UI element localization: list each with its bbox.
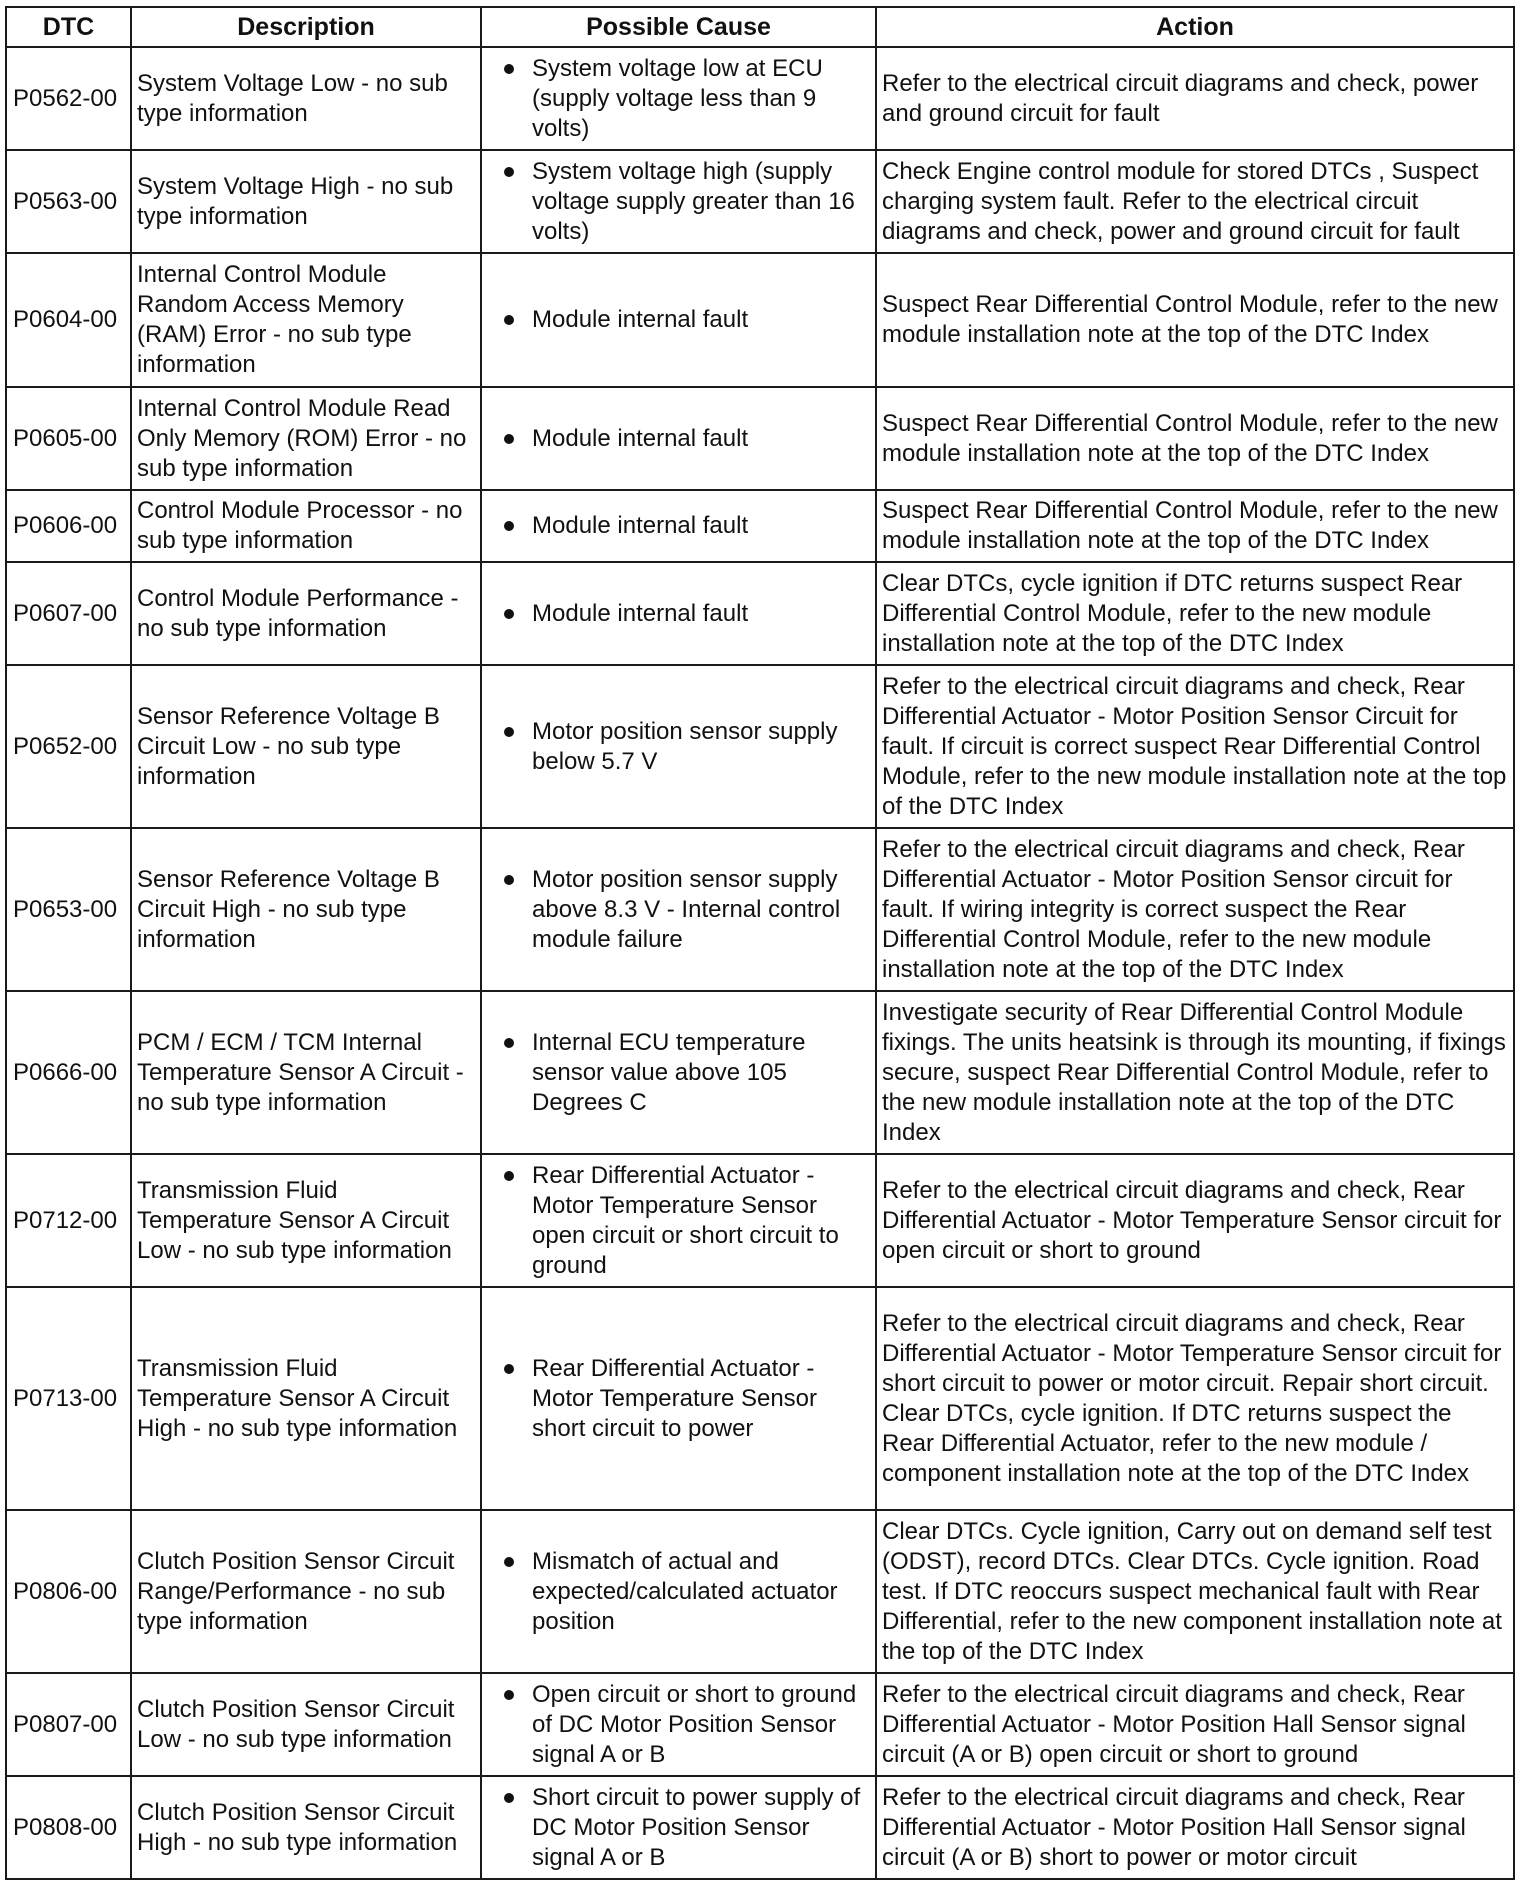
dtc-code: P0713-00 xyxy=(6,1287,131,1510)
bullet-icon xyxy=(504,609,514,619)
possible-cause-cell xyxy=(481,1287,876,1510)
dtc-code: P0563-00 xyxy=(6,150,131,253)
action-text: Refer to the electrical circuit diagrams and check, power and ground circuit for fault xyxy=(876,47,1514,150)
possible-cause-cell xyxy=(481,991,876,1154)
header-dtc: DTC xyxy=(6,7,131,47)
dtc-description: Sensor Reference Voltage B Circuit High - no sub type information xyxy=(131,828,481,991)
dtc-description: System Voltage Low - no sub type information xyxy=(131,47,481,150)
possible-cause-cell xyxy=(481,828,876,991)
possible-cause-cell xyxy=(481,47,876,150)
dtc-code: P0607-00 xyxy=(6,562,131,665)
table-row xyxy=(6,1673,1514,1776)
table-row xyxy=(6,1154,1514,1287)
possible-cause-cell xyxy=(481,1154,876,1287)
action-text: Clear DTCs, cycle ignition if DTC returns suspect Rear Differential Control Module, refer to the new module installation note at the top of the DTC Index xyxy=(876,562,1514,665)
table-row xyxy=(6,150,1514,253)
cause-bullet-item xyxy=(487,511,870,541)
cause-bullet-item xyxy=(487,1028,870,1118)
possible-cause-cell xyxy=(481,253,876,387)
dtc-description: Transmission Fluid Temperature Sensor A Circuit Low - no sub type information xyxy=(131,1154,481,1287)
action-text: Refer to the electrical circuit diagrams and check, Rear Differential Actuator - Motor Position Sensor Circuit for fault. If circuit is correct suspect Rear Differential Control Module, refer to the new module installation note at the top of the DTC Index xyxy=(876,665,1514,828)
cause-bullet-item xyxy=(487,865,870,955)
cause-bullet-item xyxy=(487,717,870,777)
possible-cause-cell xyxy=(481,562,876,665)
action-text: Refer to the electrical circuit diagrams and check, Rear Differential Actuator - Motor Position Hall Sensor signal circuit (A or B) short to power or motor circuit xyxy=(876,1776,1514,1879)
bullet-icon xyxy=(504,434,514,444)
dtc-code: P0605-00 xyxy=(6,387,131,490)
dtc-description: Clutch Position Sensor Circuit Range/Performance - no sub type information xyxy=(131,1510,481,1673)
possible-cause-text: Module internal fault xyxy=(532,512,749,539)
possible-cause-text: Module internal fault xyxy=(532,306,749,333)
dtc-description: Clutch Position Sensor Circuit High - no sub type information xyxy=(131,1776,481,1879)
dtc-table xyxy=(5,6,1515,1880)
possible-cause-text: Rear Differential Actuator - Motor Temperature Sensor open circuit or short circuit to ground xyxy=(532,1161,839,1279)
header-row xyxy=(6,7,1514,47)
action-text: Check Engine control module for stored DTCs , Suspect charging system fault. Refer to the electrical circuit diagrams and check, power and ground circuit for fault xyxy=(876,150,1514,253)
possible-cause-cell xyxy=(481,1776,876,1879)
bullet-icon xyxy=(504,167,514,177)
table-row xyxy=(6,1776,1514,1879)
possible-cause-text: Short circuit to power supply of DC Motor Position Sensor signal A or B xyxy=(532,1783,861,1871)
dtc-description: Clutch Position Sensor Circuit Low - no sub type information xyxy=(131,1673,481,1776)
dtc-description: Internal Control Module Random Access Memory (RAM) Error - no sub type information xyxy=(131,253,481,387)
table-row xyxy=(6,253,1514,387)
possible-cause-text: Module internal fault xyxy=(532,599,749,627)
dtc-description: Sensor Reference Voltage B Circuit Low - no sub type information xyxy=(131,665,481,828)
bullet-icon xyxy=(504,727,514,737)
table-row xyxy=(6,1510,1514,1673)
possible-cause-text: Rear Differential Actuator - Motor Temperature Sensor short circuit to power xyxy=(532,1354,818,1442)
possible-cause-cell xyxy=(481,1673,876,1776)
cause-bullet-item xyxy=(487,1680,870,1770)
possible-cause-text: Mismatch of actual and expected/calculated actuator position xyxy=(532,1547,838,1635)
bullet-icon xyxy=(504,521,514,531)
cause-bullet-item xyxy=(487,1354,870,1444)
action-text: Refer to the electrical circuit diagrams and check, Rear Differential Actuator - Motor Temperature Sensor circuit for open circuit or short to ground xyxy=(876,1154,1514,1287)
dtc-code: P0807-00 xyxy=(6,1673,131,1776)
table-body xyxy=(6,47,1514,1879)
cause-bullet-item xyxy=(487,305,870,335)
action-text: Investigate security of Rear Differential Control Module fixings. The units heatsink is through its mounting, if fixings secure, suspect Rear Differential Control Module, refer to the new module installation note at the top of the DTC Index xyxy=(876,991,1514,1154)
bullet-icon xyxy=(504,315,514,325)
cause-bullet-item xyxy=(487,599,870,629)
cause-bullet-item xyxy=(487,424,870,454)
bullet-icon xyxy=(504,875,514,885)
header-action: Action xyxy=(876,7,1514,47)
action-text: Clear DTCs. Cycle ignition, Carry out on demand self test (ODST), record DTCs. Clear DTCs. Cycle ignition. Road test. If DTC reoccurs suspect mechanical fault with Rear Differential, refer to the new component installation note at the top of the DTC Index xyxy=(876,1510,1514,1673)
header-cause: Possible Cause xyxy=(481,7,876,47)
dtc-description: Transmission Fluid Temperature Sensor A Circuit High - no sub type information xyxy=(131,1287,481,1510)
possible-cause-text: Module internal fault xyxy=(532,424,749,452)
bullet-icon xyxy=(504,1364,514,1374)
dtc-code: P0712-00 xyxy=(6,1154,131,1287)
dtc-code: P0652-00 xyxy=(6,665,131,828)
dtc-code: P0606-00 xyxy=(6,490,131,562)
action-text: Suspect Rear Differential Control Module, refer to the new module installation note at the top of the DTC Index xyxy=(876,387,1514,490)
table-row xyxy=(6,991,1514,1154)
bullet-icon xyxy=(504,1793,514,1803)
dtc-code: P0562-00 xyxy=(6,47,131,150)
possible-cause-cell xyxy=(481,150,876,253)
possible-cause-text: System voltage high (supply voltage supply greater than 16 volts) xyxy=(532,157,855,245)
dtc-code: P0808-00 xyxy=(6,1776,131,1879)
header-description: Description xyxy=(131,7,481,47)
bullet-icon xyxy=(504,1038,514,1048)
table-row xyxy=(6,665,1514,828)
action-text: Suspect Rear Differential Control Module, refer to the new module installation note at the top of the DTC Index xyxy=(876,490,1514,562)
possible-cause-text: Open circuit or short to ground of DC Motor Position Sensor signal A or B xyxy=(532,1680,857,1768)
action-text: Suspect Rear Differential Control Module, refer to the new module installation note at the top of the DTC Index xyxy=(876,253,1514,387)
cause-bullet-item xyxy=(487,157,870,247)
dtc-description: Control Module Processor - no sub type information xyxy=(131,490,481,562)
table-row xyxy=(6,828,1514,991)
bullet-icon xyxy=(504,1690,514,1700)
possible-cause-cell xyxy=(481,1510,876,1673)
dtc-description: PCM / ECM / TCM Internal Temperature Sensor A Circuit - no sub type information xyxy=(131,991,481,1154)
bullet-icon xyxy=(504,1557,514,1567)
table-row xyxy=(6,490,1514,562)
possible-cause-cell xyxy=(481,490,876,562)
dtc-code: P0604-00 xyxy=(6,253,131,387)
cause-bullet-item xyxy=(487,54,870,144)
dtc-description: Internal Control Module Read Only Memory (ROM) Error - no sub type information xyxy=(131,387,481,490)
dtc-description: System Voltage High - no sub type information xyxy=(131,150,481,253)
table-row xyxy=(6,387,1514,490)
cause-bullet-item xyxy=(487,1161,870,1281)
possible-cause-cell xyxy=(481,387,876,490)
cause-bullet-item xyxy=(487,1783,870,1873)
dtc-code: P0666-00 xyxy=(6,991,131,1154)
bullet-icon xyxy=(504,64,514,74)
dtc-code: P0653-00 xyxy=(6,828,131,991)
dtc-description: Control Module Performance - no sub type information xyxy=(131,562,481,665)
dtc-code: P0806-00 xyxy=(6,1510,131,1673)
action-text: Refer to the electrical circuit diagrams and check, Rear Differential Actuator - Motor Position Hall Sensor signal circuit (A or B) open circuit or short to ground xyxy=(876,1673,1514,1776)
action-text: Refer to the electrical circuit diagrams and check, Rear Differential Actuator - Motor Temperature Sensor circuit for short circuit to power or motor circuit. Repair short circuit. Clear DTCs, cycle ignition. If DTC returns suspect the Rear Differential Actuator, refer to the new module / component installation note at the top of the DTC Index xyxy=(876,1287,1514,1510)
table-row xyxy=(6,47,1514,150)
table-row xyxy=(6,1287,1514,1510)
bullet-icon xyxy=(504,1171,514,1181)
possible-cause-text: System voltage low at ECU (supply voltage less than 9 volts) xyxy=(532,54,823,142)
cause-bullet-item xyxy=(487,1547,870,1637)
possible-cause-text: Motor position sensor supply above 8.3 V - Internal control module failure xyxy=(532,865,841,953)
possible-cause-cell xyxy=(481,665,876,828)
possible-cause-text: Internal ECU temperature sensor value above 105 Degrees C xyxy=(532,1028,806,1116)
possible-cause-text: Motor position sensor supply below 5.7 V xyxy=(532,717,838,775)
table-row xyxy=(6,562,1514,665)
action-text: Refer to the electrical circuit diagrams and check, Rear Differential Actuator - Motor Position Sensor circuit for fault. If wiring integrity is correct suspect the Rear Differential Control Module, refer to the new module installation note at the top of the DTC Index xyxy=(876,828,1514,991)
